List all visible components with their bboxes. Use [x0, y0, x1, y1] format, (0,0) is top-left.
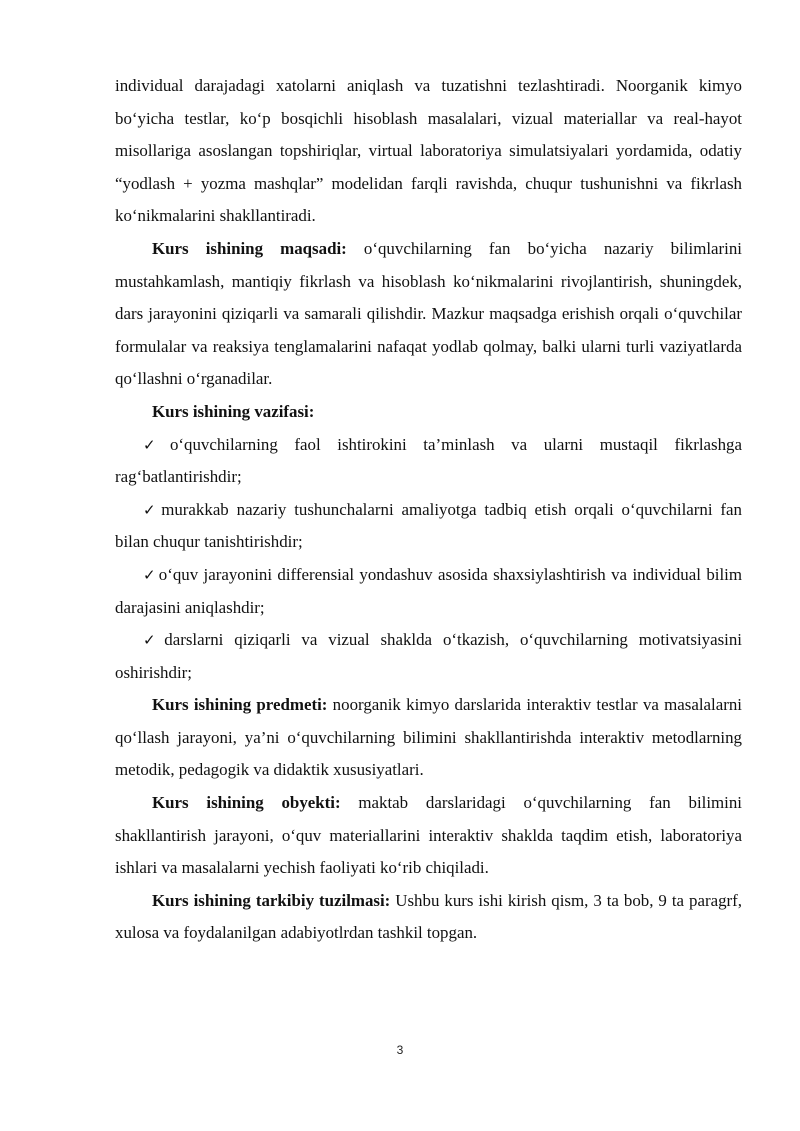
page-number: 3 [396, 1043, 404, 1057]
task-item-text: o‘quvchilarning faol ishtirokini ta’minlash va ularni mustaqil fikrlashga rag‘batlantirishdir; [115, 434, 742, 487]
task-item-text: darslarni qiziqarli va vizual shaklda o‘tkazish, o‘quvchilarning motivatsiyasini oshirishdir; [115, 630, 742, 682]
tasks-label: Kurs ishining vazifasi: [152, 401, 315, 421]
structure-label: Kurs ishining tarkibiy tuzilmasi: [152, 890, 391, 910]
subject-label: Kurs ishining predmeti: [152, 695, 328, 715]
structure-text: Ushbu kurs ishi kirish qism, 3 ta bob, 9 ta paragrf, xulosa va foydalanilgan adabiyotlrdan tashkil topgan. [115, 890, 743, 943]
checkmark-icon: ✓ [143, 565, 157, 584]
subject-text: noorganik kimyo darslarida interaktiv testlar va masalalarni qo‘llash jarayoni, ya’ni o‘quvchilarning bilimini shakllantirishda interaktiv metodlarning metodik, pedagogik va didaktik xususiyatlari. [115, 695, 743, 780]
structure-paragraph [115, 885, 742, 950]
object-label: Kurs ishining obyekti: [152, 793, 341, 813]
task-item [115, 559, 742, 624]
task-item-text: o‘quv jarayonini differensial yondashuv asosida shaxsiylashtirish va individual bilim darajasini aniqlashdir; [115, 564, 742, 617]
checkmark-icon: ✓ [143, 435, 168, 454]
goal-paragraph [115, 233, 742, 396]
checkmark-icon: ✓ [143, 631, 163, 650]
document-body [115, 70, 742, 950]
task-item [115, 429, 742, 494]
task-item-text: murakkab nazariy tushunchalarni amaliyotga tadbiq etish orqali o‘quvchilarni fan bilan chuqur tanishtirishdir; [115, 499, 742, 552]
task-item [115, 624, 742, 689]
intro-paragraph: individual darajadagi xatolarni aniqlash va tuzatishni tezlashtiradi. Noorganik kimyo bo‘yicha testlar, ko‘p bosqichli hisoblash masalalari, vizual materiallar va real-hayot misollariga asoslangan topshiriqlar, virtual laboratoriya simulatsiyalari yordamida, odatiy “yodlash + yozma mashqlar” modelidan farqli ravishda, chuqur tushunishni va fikrlash ko‘nikmalarini shakllantiradi. [115, 76, 742, 226]
subject-paragraph [115, 689, 742, 787]
object-paragraph [115, 787, 742, 885]
goal-text: o‘quvchilarning fan bo‘yicha nazariy bilimlarini mustahkamlash, mantiqiy fikrlash va hisoblash ko‘nikmalarini rivojlantirish, shuningdek, dars jarayonini qiziqarli va samarali qilishdir. Mazkur maqsadga erishish orqali o‘quvchilar formulalar va reaksiya tenglamalarini nafaqat yodlab qolmay, balki ularni turli vaziyatlarda qo‘llashni o‘rganadilar. [115, 238, 742, 389]
goal-label: Kurs ishining maqsadi: [152, 238, 347, 258]
tasks-heading [115, 396, 742, 429]
object-text: maktab darslaridagi o‘quvchilarning fan bilimini shakllantirish jarayoni, o‘quv materiallarini interaktiv shaklda taqdim etish, laboratoriya ishlari va masalalarni yechish faoliyati ko‘rib chiqiladi. [115, 793, 742, 878]
checkmark-icon: ✓ [143, 500, 160, 519]
task-item [115, 494, 742, 559]
